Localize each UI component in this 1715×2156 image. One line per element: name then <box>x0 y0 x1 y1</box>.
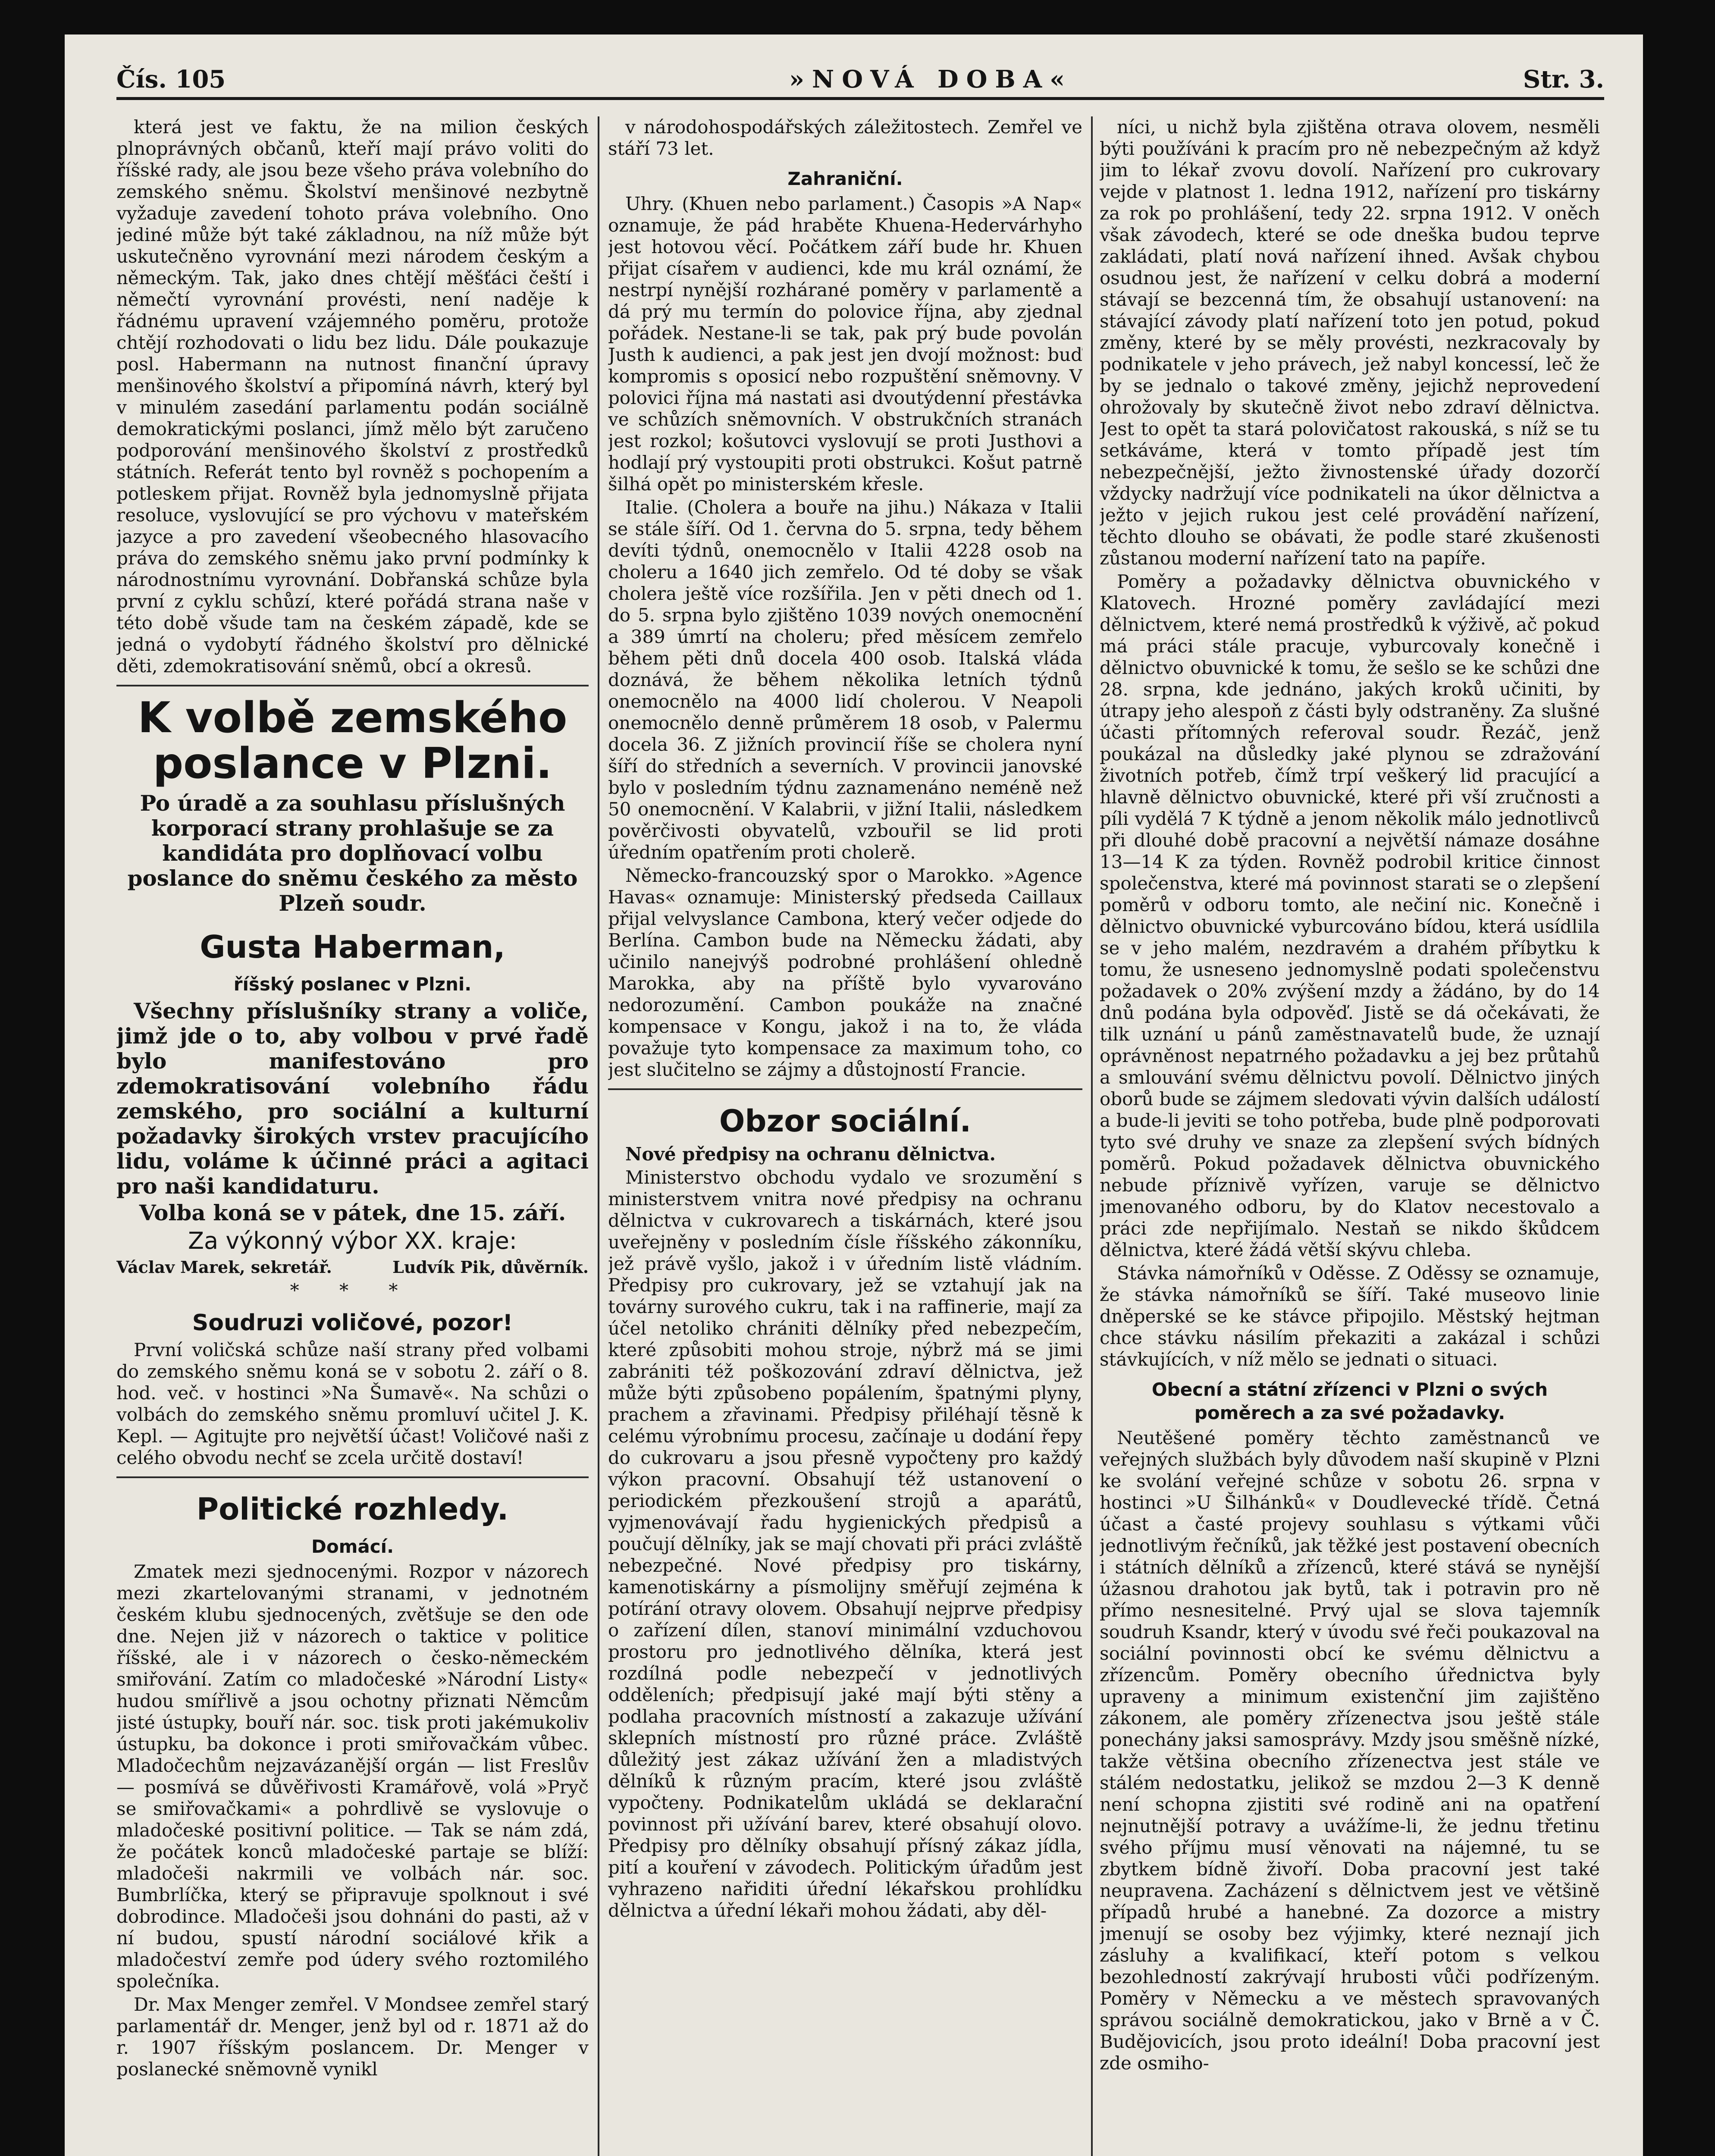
newspaper-title: »NOVÁ DOBA« <box>789 65 1073 94</box>
notice-intro: Po úradě a za souhlasu příslušných korporací strany prohlašuje se za kandidáta pro doplňovací volbu poslance do sněmu českého za město Plzeň soudr. <box>127 790 578 916</box>
divider <box>116 1476 589 1478</box>
newspaper-page <box>65 34 1643 2156</box>
article-menger: Dr. Max Menger zemřel. V Mondsee zemřel starý parlamentář dr. Menger, jenž byl od r. 1871 až do r. 1907 říšským poslancem. Dr. Menger v poslanecké sněmovně vynikl <box>116 1994 589 2080</box>
column-3 <box>1100 116 1600 2156</box>
article-marokko: Německo-francouzský spor o Marokko. »Agence Havas« oznamuje: Ministerský předseda Caillaux přijal velvyslance Cambona, který večer odjede do Berlína. Cambon bude na Německu žádati, aby učinilo nanejvýš podrobné prohlášení ohledně Marokka, aby na příště bylo vyvarováno nedorozumění. Cambon poukáže na značné kompensace v Kongu, jakož i na to, že vláda považuje tyto kompensace za maximum toho, co jest slučitelno se zájmy a důstojností Francie. <box>608 865 1082 1080</box>
predpisy-headline: Nové předpisy na ochranu dělnictva. <box>625 1144 996 1165</box>
election-date: Volba koná se v pátek, dne 15. září. <box>139 1200 566 1225</box>
signature-trustee: Ludvík Pik, důvěrník. <box>392 1257 589 1277</box>
candidate-name: Gusta Haberman, <box>200 929 505 965</box>
election-appeal: Všechny příslušníky strany a voliče, jimž jde o to, aby volbou v prvé řadě bylo manifestováno pro zdemokratisování volebního řádu zemského, pro sociální a kulturní požadavky širokých vrstev pracujícího lidu, voláme k účinné práci a agitaci pro naši kandidaturu. <box>116 998 589 1199</box>
page-number: Str. 3. <box>1523 65 1604 94</box>
foreign-subtitle: Zahraniční. <box>787 168 903 189</box>
issue-number: Čís. 105 <box>116 65 226 94</box>
article-continuation: která jest ve faktu, že na milion českých plnoprávných občanů, kteří mají právo voliti do říšské rady, ale jsou beze všeho práva volebního do zemského sněmu. Školství menšinové nezbytně vyžaduje zavedení tohoto práva volebního. Ono jediné může být také základnou, na níž může být uskutečněno vyrovnání mezi národem českým a německým. Tak, jako dnes chtějí měšťáci čeští i němečtí vyrovnání provésti, není naděje k řádnému upravení vzájemného poměru, protože chtějí rozhodovati o lidu bez lidu. Dále poukazuje posl. Habermann na nutnost finanční úpravy menšinového školství a připomíná návrh, který byl v minulém zasedání parlamentu podán sociálně demokratickými poslanci, jímž mělo být zaručeno podporování menšinového školství z prostředků státních. Referát tento byl rovněž s pochopením a potleskem přijat. Rovněž byla jednomyslně přijata resoluce, vyslovující se pro výchovu v mateřském jazyce a pro zavedení všeobecného hlasovacího práva do zemského sněmu jako první podmínky k národnostnímu vyrovnání. Dobřanská schůze byla první z cyklu schůzí, které pořádá strana naše v této době všude tam na českém západě, kde se jedná o vydobytí řádného školství pro dělnické děti, zdemokratisování sněmů, obcí a okresů. <box>116 116 589 677</box>
obecni-headline: Obecní a státní zřízenci v Plzni o svých poměrech a za své požadavky. <box>1151 1379 1548 1423</box>
signature-secretary: Václav Marek, sekretář. <box>116 1257 332 1277</box>
article-continuation: níci, u nichž byla zjištěna otrava olovem, nesměli býti používáni k pracím pro ně nebezpečným až když jim to lékař zvovu dovolí. Nařízení pro cukrovary vejde v platnost 1. ledna 1912, nařízení pro tiskárny za rok po prohlášení, tedy 22. srpna 1912. V oněch však závodech, které se ode dneška budou teprve zakládati, platí nová nařízení ihned. Avšak chybou osudnou jest, že nařízení v celku dobrá a moderní stávají se bezcenná tím, že obsahují ustanovení: na stávající závody platí nařízení toto jen potud, pokud změny, které by se měly provésti, nezkracovaly by podnikatele v jeho právech, jež nabyl koncessí, leč že by se jednalo o takové změny, jejichž neprovedení ohrožovaly by skutečně život nebo zdraví dělnictva. Jest to opět ta stará polovičatost rakouská, s níž se tu setkáváme, která v tomto případě jest tím nebezpečnější, ježto živnostenské úřady dozorčí vždycky nadržují více podnikateli na úkor dělnictva a ježto v jejich rukou jest celé provádění nařízení, těchto dlouho se obávati, že podle staré zkušenosti zůstanou moderní nařízení tato na papíře. <box>1100 116 1600 569</box>
voters-article: První voličská schůze naší strany před volbami do zemského sněmu koná se v sobotu 2. září o 8. hod. več. v hostinci »Na Šumavě«. Na schůzi o volbách do zemského sněmu promluví učitel J. K. Kepl. — Agitujte pro největší účast! Voličové naši z celého obvodu nechť se zcela určitě dostaví! <box>116 1339 589 1468</box>
article-zmatek: Zmatek mezi sjednocenými. Rozpor v názorech mezi zkartelovanými stranami, v jednotném českém klubu sjednocených, zvětšuje se den ode dne. Nejen již v názorech o taktice v politice říšské, ale i v názorech o česko-německém smiřování. Zatím co mladočeské »Národní Listy« hudou smířlivě a jsou ochotny přiznati Němcům jisté ústupky, bouří nár. soc. tisk proti jakémukoliv ústupku, ba dokonce i proti smiřovačkám vůbec. Mladočechům nejzavázanější orgán — list Freslův — posmívá se důvěřivosti Kramářově, volá »Pryč se smiřovačkami« a pohrdlivě se vyslovuje o mladočeské positivní politice. — Tak se nám zdá, že počátek konců mladočeské partaje se blíží: mladočeši nakrmili ve volbách nár. soc. Bumbrlíčka, který se připravuje spolknout i své dobrodince. Mladočeši jsou dohnáni do pasti, až v ní budou, spustí národní sociálové křik a mladočeství zemře pod údery svého roztomilého společníka. <box>116 1561 589 1992</box>
article-italie: Italie. (Cholera a bouře na jihu.) Nákaza v Italii se stále šíří. Od 1. června do 5. srpna, tedy během devíti týdnů, onemocnělo v Italii 4228 osob na choleru a 1640 jich zemřelo. Od té doby se však cholera ještě více rozšířila. Jen v pěti dnech od 1. do 5. srpna bylo zjištěno 1039 nových onemocnění a 389 úmrtí na choleru; před měsícem zemřelo během pěti dnů docela 400 osob. Italská vláda doznává, že během několika letních týdnů onemocnělo na 4000 lidí cholerou. V Neapoli onemocnělo denně průměrem 18 osob, v Palermu docela 36. Z jižních provincií říše se cholera nyní šíří do středních a severních. V provincii janovské bylo v posledním týdnu zaznamenáno neméně než 50 onemocnění. V Kalabrii, v jižní Italii, následkem pověrčivosti obyvatelů, vzbouřil se lid proti úředním opatřením proti cholerě. <box>608 497 1082 863</box>
article-obecni: Neutěšené poměry těchto zaměstnanců ve veřejných službách byly důvodem naší skupině v Plzni ke svolání veřejné schůze v sobotu 26. srpna v hostinci »U Šilhánků« v Doudlevecké třídě. Četná účast a časté projevy souhlasu s výtkami vůči jednotlivým řečníků, jak těžké jest postavení obecních i státních dělníků a zřízenců, které stává se nynější úžasnou drahotou jak bytů, tak i potravin pro ně přímo nesnesitelné. Prvý ujal se slova tajemník soudruh Ksandr, který v úvodu své řeči poukazoval na sociální povinnosti obcí ke svému dělnictvu a zřízencům. Poměry obecního úřednictva byly upraveny a minimum existenční jim zajištěno zákonem, ale poměry zřízenectva jsou ještě stále ponechány jaksi samosprávy. Mzdy jsou směšně nízké, takže většina obecního zřízenectva jest stále ve stálém nedostatku, jelikož se mzdou 2—3 K denně není schopna zjistiti své rodině ani na opatření nejnutnější potravy a uvážíme-li, že jednu třetinu svého příjmu musí věnovati na nájemné, tu se zbytkem bídně živoří. Doba pracovní jest také neupravena. Zacházení s dělnictvem jest ve většině případů hrubé a hanebné. Za dozorce a mistry jmenují se osoby bez výjimky, které neznají jich zásluhy a kvalifikací, kteří potom s velkou bezohledností zakrývají hrubosti vůči podřízeným. Poměry v Německu a ve městech spravovaných správou sociálně demokratickou, jako v Brně a v Č. Budějovicích, jsou proto ideální! Doba pracovní jest zde osmiho- <box>1100 1427 1600 2074</box>
divider <box>608 1088 1082 1090</box>
article-klatovy: Poměry a požadavky dělnictva obuvnického v Klatovech. Hrozné poměry zavládající mezi dělnictvem, které nemá prostředků k výživě, ač pokud má práci stále pracuje, vyburcovaly konečně i dělnictvo obuvnické k tomu, že sešlo se ke schůzi dne 28. srpna, kde jednáno, jakých kroků učiniti, by útrapy jeho alespoň z části byly odstraněny. Za slušné účasti přítomných referoval soudr. Řezáč, jenž poukázal na důsledky jaké plynou se zdražování životních potřeb, čímž trpí veškerý lid pracující a hlavně dělnictvo obuvnické, které při vší zručnosti a píli vydělá 7 K týdně a jenom několik málo jednotlivců při dlouhé době pracovní a největší námaze dosáhne 13—14 K za týden. Rovněž podrobil kritice činnost společenstva, které má povinnost starati se o zlepšení poměrů v odboru tomto, ale nečiní nic. Konečně i dělnictvo obuvnické vyburcováno bídou, která usídlila se v jeho malém, nezdravém a drahém příbytku k tomu, že usneseno jednomyslně podati společenstvu požadavek o 20% zvýšení mzdy a žádáno, by do 14 dnů podána byla odpověď. Jistě se dá očekávati, že tilk uznání u pánů zaměstnavatelů bude, že uznají oprávněnost nepatrného požadavku a jej bez průtahů a smlouvání svému dělnictvu povolí. Dělnictvo jiných oborů bude se zájmem sledovati vývin dalších událostí a bude-li jeviti se toho potřeba, bude plně podporovati tyto své druhy ve snaze za zlepšení svých bídných poměrů. Pokud požadavek dělnictva obuvnického nebude příznivě vyřízen, varuje se dělnictvo jmenovaného odboru, by do Klatov necestovalo a práci zde nepřijímalo. Nestaň se nikdo škůdcem dělnictva, které žádá větší skývu chleba. <box>1100 571 1600 1260</box>
divider <box>116 685 589 686</box>
voters-headline: Soudruzi voličové, pozor! <box>192 1310 513 1336</box>
column-2 <box>608 116 1082 2156</box>
column-divider <box>598 116 599 2156</box>
article-odessa: Stávka námořníků v Oděsse. Z Oděssy se oznamuje, že stávka námořníků se šíří. Také museovo linie dněperské se ke stávce připojilo. Městský hejtman chce stávku násilím překaziti a zakázal i schůzi stávkujících, v níž mělo se jednati o situaci. <box>1100 1263 1600 1370</box>
section-stars: * * * <box>290 1280 415 1301</box>
candidate-role: říšský poslanec v Plzni. <box>233 974 472 995</box>
article-uhry: Uhry. (Khuen nebo parlament.) Časopis »A Nap« oznamuje, že pád hraběte Khuena-Hedervárhyho jest hotovou věcí. Počátkem září bude hr. Khuen přijat císařem v audienci, kde mu král oznámí, že nestrpí nynější rozhárané poměry v parlamentě a dá prý mu termín do polovice října, aby zjednal pořádek. Nestane-li se tak, pak prý bude povolán Justh k audienci, a pak jest jen dvojí možnost: buď kompromis s oposicí nebo rozpuštění sněmovny. V polovici října má nastati asi dvoutýdenní přestávka ve schůzích sněmovních. V obstrukčních stranách jest rozkol; košutovci vyslovují se proti Justhovi a hodlají prý vystoupiti proti obstrukci. Košut patrně šilhá opět po ministerském křesle. <box>608 193 1082 495</box>
article-continuation: v národohospodářských záležitostech. Zemřel ve stáří 73 let. <box>608 116 1082 159</box>
signatures <box>116 1257 589 1278</box>
social-section-title: Obzor sociální. <box>719 1103 972 1139</box>
domestic-subtitle: Domácí. <box>311 1536 394 1557</box>
page-header <box>116 58 1604 100</box>
column-1 <box>116 116 589 2156</box>
committee-line: Za výkonný výbor XX. kraje: <box>188 1227 517 1254</box>
article-predpisy: Ministerstvo obchodu vydalo ve srozumění s ministerstvem vnitra nové předpisy na ochranu dělnictva v cukrovarech a tiskárnách, které jsou uveřejněny v posledním čísle říšského zákonníku, jež právě vyšlo, jakož i v úředním listě vládním. Předpisy pro cukrovary, jež se vztahují jak na továrny surového cukru, tak i na raffinerie, mají za účel netoliko chrániti dělníky před nebezpečím, které způsobiti mohou stroje, nýbrž má se jimi zabrániti též poškozování zdraví dělnictva, jež může býti způsobeno popálením, špatnými plyny, prachem a zřavinami. Předpisy přiléhají těsně k celému výrobnímu procesu, začínaje u dodání řepy do cukrovaru a jsou přesně vypočteny pro každý výkon pracovní. Obsahují též ustanovení o periodickém přezkoušení strojů a aparátů, vyjmenovávají řadu hygienických předpisů a poučují dělníky, jak se mají chovati při práci zvláště nebezpečné. Nové předpisy pro tiskárny, kamenotiskárny a písmolijny směřují zejména k potírání otravy olovem. Obsahují nejprve předpisy o zařízení dílen, stanoví minimální vzduchovou prostoru pro jednotlivého dělníka, která jest rozdílná podle nebezpečí v jednotlivých odděleních; předpisují jaké mají býti stěny a podlaha pracovních místností a zakazuje užívání sklepních místností pro různé práce. Zvláště důležitý jest zákaz užívání žen a mladistvých dělníků k různým pracím, které jsou zvláště vypočteny. Podnikatelům ukládá se deklarační povinnost při užívání barev, které obsahují olovo. Předpisy pro dělníky obsahují přísný zákaz jídla, pití a kouření v závodech. Politickým úřadům jest vyhrazeno nařiditi úřední lékařskou prohlídku dělnictva a úřední lékaři mohou žádati, aby děl- <box>608 1167 1082 1921</box>
notice-headline: K volbě zemského poslance v Plzni. <box>138 693 567 788</box>
politics-section-title: Politické rozhledy. <box>196 1492 509 1527</box>
column-divider <box>1091 116 1093 2156</box>
